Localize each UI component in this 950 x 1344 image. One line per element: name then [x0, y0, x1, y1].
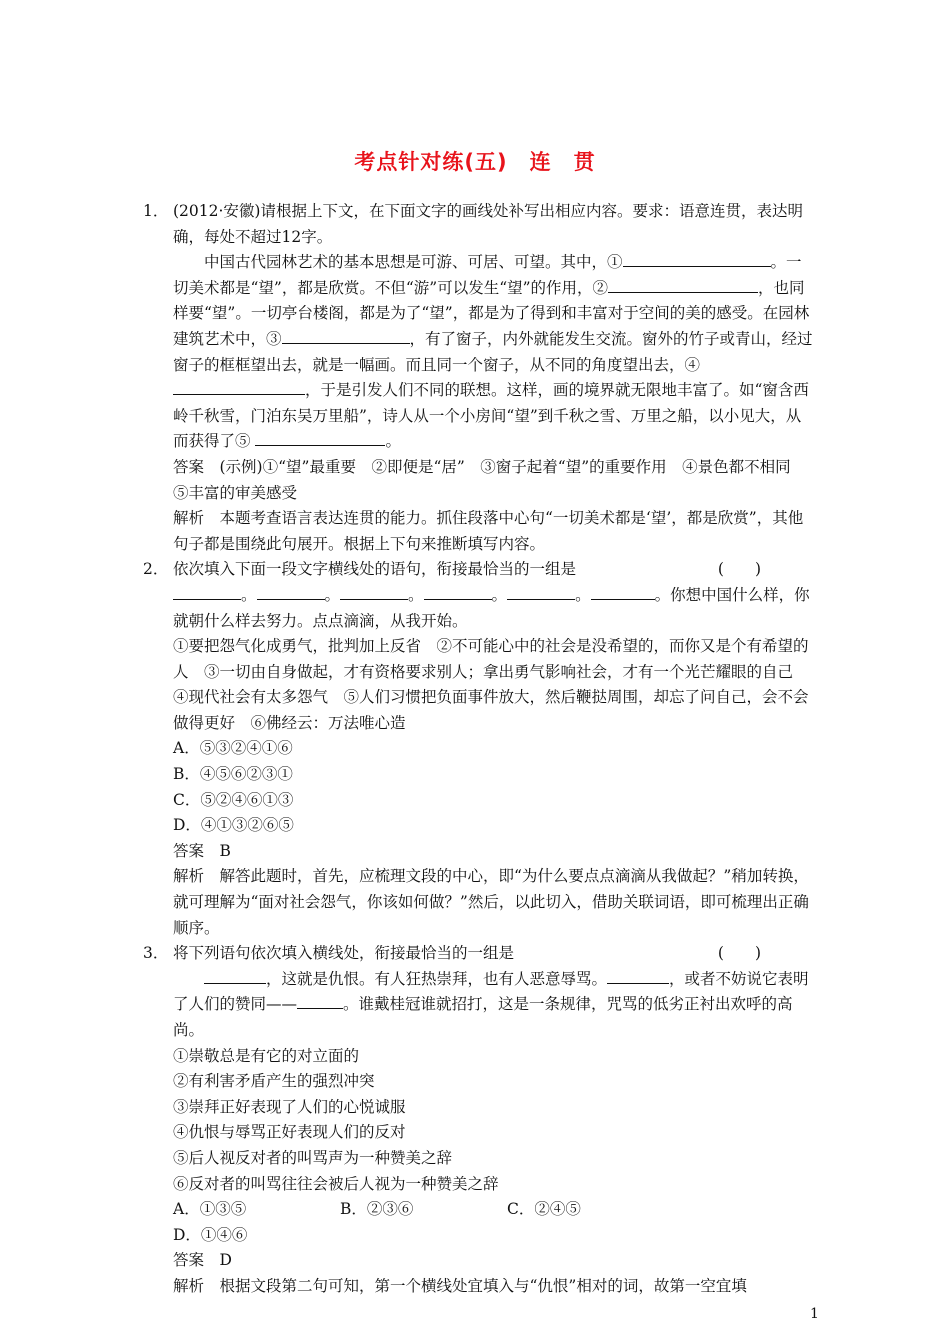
question-1	[143, 199, 813, 557]
fill-blank-4[interactable]	[173, 380, 305, 395]
passage	[173, 967, 813, 1044]
stem-text: 将下列语句依次填入横线处，衔接最恰当的一组是	[173, 944, 515, 963]
passage	[173, 583, 813, 634]
fill-blank-3[interactable]	[340, 585, 408, 600]
fill-blank-4[interactable]	[424, 585, 492, 600]
statement-item: ④仇恨与辱骂正好表现人们的反对	[173, 1123, 406, 1142]
answer: 答案 (示例)①“望”最重要 ②即便是“居” ③窗子起着“望”的重要作用 ④景色都不相同 ⑤丰富的审美感受	[173, 457, 807, 502]
option-b[interactable]: B．②③⑥	[340, 1200, 414, 1219]
question-number: 1．	[143, 202, 169, 220]
passage-text: 。	[385, 432, 401, 451]
option-a[interactable]: A．①③⑤	[173, 1200, 247, 1219]
fill-blank-3[interactable]	[282, 329, 410, 344]
question-number: 3．	[143, 944, 169, 963]
analysis: 解析 本题考查语言表达连贯的能力。抓住段落中心句“一切美术都是‘望’，都是欣赏”，其他句子都是围绕此句展开。根据上下句来推断填写内容。	[173, 509, 804, 553]
question-stem: (2012·安徽)请根据上下文，在下面文字的画线处补写出相应内容。要求：语意连贯，表达明确，每处不超过12字。	[173, 202, 803, 246]
separator: 。	[491, 585, 508, 604]
question-stem	[173, 941, 813, 967]
fill-blank-1[interactable]	[173, 585, 241, 600]
fill-blank-2[interactable]	[607, 969, 669, 984]
fill-blank-2[interactable]	[608, 278, 758, 293]
statement-list: ①要把怨气化成勇气，批判加上反省 ②不可能心中的社会是没希望的，而你又是个有希望的人 ③一切由自身做起，才有资格要求别人；拿出勇气影响社会，才有一个光芒耀眼的自己 ④现代社会有太多怨气 ⑤人们习惯把负面事件放大，然后鞭挞周围，却忘了问自己，会不会做得更好 ⑥佛经云：万法唯心造	[173, 637, 809, 732]
analysis: 解析 根据文段第二句可知，第一个横线处宜填入与“仇恨”相对的词，故第一空宜填	[173, 1276, 747, 1295]
fill-blank-1[interactable]	[623, 252, 771, 267]
choice-options	[173, 736, 813, 838]
separator: 。	[575, 585, 591, 604]
passage-text: ，也同样要“望”。一切亭台楼阁，都是为了“望”，都是为了得到和丰富对于空间的美的感受。在园林建筑艺术中，③	[173, 278, 810, 348]
statement-item: ③崇拜正好表现了人们的心悦诚服	[173, 1097, 406, 1116]
passage-text: 。谁戴桂冠谁就招打，这是一条规律，咒骂的低劣正衬出欢呼的高尚。	[173, 995, 793, 1039]
separator: 。	[408, 585, 424, 604]
answer-bracket: ( )	[717, 944, 761, 963]
passage	[173, 250, 813, 455]
statement-item: ②有利害矛盾产生的强烈冲突	[173, 1072, 375, 1091]
fill-blank-5[interactable]	[255, 431, 385, 446]
passage-text: 中国古代园林艺术的基本思想是可游、可居、可望。其中，①	[204, 253, 623, 272]
question-2	[143, 557, 813, 941]
fill-blank-1[interactable]	[204, 969, 266, 984]
separator: 。	[324, 585, 341, 604]
statement-item: ①崇敬总是有它的对立面的	[173, 1046, 360, 1065]
passage-text: ，或者不妨说它表明了人们的赞同——	[173, 969, 809, 1014]
option-d[interactable]: D．①④⑥	[173, 1225, 248, 1244]
question-3	[143, 941, 813, 1299]
question-stem	[173, 557, 813, 583]
question-list	[143, 199, 813, 1300]
passage-text: ，这就是仇恨。有人狂热崇拜，也有人恶意辱骂。	[266, 969, 608, 988]
option-d[interactable]: D．④①③②⑥⑤	[173, 816, 294, 835]
fill-blank-6[interactable]	[591, 585, 655, 600]
option-c[interactable]: C．②④⑤	[507, 1200, 581, 1219]
answer: 答案 B	[173, 841, 231, 860]
fill-blank-3[interactable]	[297, 994, 343, 1009]
fill-blank-2[interactable]	[257, 585, 325, 600]
stem-text: 依次填入下面一段文字横线处的语句，衔接最恰当的一组是	[173, 560, 577, 579]
statement-item: ⑤后人视反对者的叫骂声为一种赞美之辞	[173, 1148, 453, 1167]
passage-text: ，有了窗子，内外就能发生交流。窗外的竹子或青山，经过窗子的框框望出去，就是一幅画。而且同一个窗子，从不同的角度望出去，④	[173, 329, 813, 374]
fill-blank-5[interactable]	[507, 585, 575, 600]
option-a[interactable]: A．⑤③②④①⑥	[173, 739, 293, 758]
option-c[interactable]: C．⑤②④⑥①③	[173, 790, 294, 809]
passage-text: 。一切美术都是“望”，都是欣赏。不但“游”可以发生“望”的作用，②	[173, 253, 802, 297]
page-number: 1	[810, 1306, 819, 1322]
statement-item: ⑥反对者的叫骂往往会被后人视为一种赞美之辞	[173, 1174, 499, 1193]
passage-text: ，于是引发人们不同的联想。这样，画的境界就无限地丰富了。如“窗含西岭千秋雪，门泊东吴万里船”，诗人从一个小房间“望”到千秋之雪、万里之船，以小见大，从而获得了⑤	[173, 381, 809, 451]
passage-text: 。你想中国什么样，你就朝什么样去努力。点点滴滴，从我开始。	[173, 585, 810, 630]
question-number: 2．	[143, 560, 169, 579]
separator: 。	[241, 585, 257, 604]
answer: 答案 D	[173, 1251, 232, 1270]
option-b[interactable]: B．④⑤⑥②③①	[173, 765, 293, 784]
analysis: 解析 解答此题时，首先，应梳理文段的中心，即“为什么要点点滴滴从我做起？”稍加转换，就可理解为“面对社会怨气，你该如何做？”然后，以此切入，借助关联词语，即可梳理出正确顺序。	[173, 867, 809, 937]
choice-options	[173, 1197, 813, 1248]
page-title: 考点针对练(五) 连 贯	[354, 150, 596, 174]
answer-bracket: ( )	[717, 560, 761, 579]
